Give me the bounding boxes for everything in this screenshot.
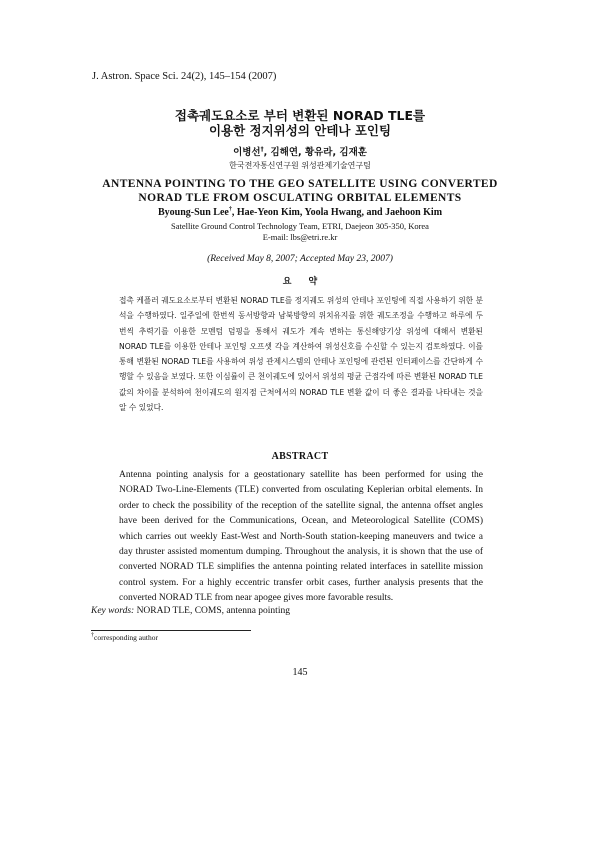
korean-abstract-text: 접촉 케플러 궤도요소로부터 변환된 NORAD TLE를 정지궤도 위성의 안테나 포인팅에 직접 사용하기 위한 분석을 수행하였다. 일주일에 한번씩 동서방향과 남북방향의 위치유지를 위한 궤도조정을 수행하고 하루에 두 번씩 추력기를 이용한 모멘텀 덤핑을 통해서 궤도가 계속 변하는 통신해양기상 위성에 대해서 변환된 NORAD TLE를 이용한 안테나 포인팅 오프셋 각을 계산하여 위성신호를 수신할 수 있는지 검토하였다. 이를 통해 변환된 NORAD TLE를 사용하여 위성 관제시스템의 안테나 포인팅에 관련된 인터페이스를 간단하게 수행할 수 있음을 보였다. 또한 이심률이 큰 천이궤도에 있어서 위성의 평균 근점각에 따른 변환된 NORAD TLE 값의 차이를 분석하여 천이궤도의 원지점 근처에서의 NORAD TLE 변환 값이 더 좋은 결과를 나타내는 것을 알 수 있었다. [119, 296, 483, 413]
korean-authors-rest: , 김해연, 황유라, 김재훈 [263, 147, 367, 158]
footnote-text: corresponding author [94, 633, 158, 642]
page-number: 145 [292, 667, 308, 678]
korean-abstract [119, 293, 483, 415]
english-abstract [119, 468, 483, 607]
english-author-first: Byoung-Sun Lee [157, 207, 229, 218]
received-dates: (Received May 8, 2007; Accepted May 23, 2007) [207, 254, 393, 264]
english-authors-rest: , Hae-Yeon Kim, Yoola Hwang, and Jaehoon Kim [231, 207, 443, 218]
korean-author-first: 이병선 [233, 147, 261, 158]
korean-title-line-2: 이용한 정지위성의 안테나 포인팅 [208, 123, 392, 138]
korean-abstract-heading: 요 약 [282, 277, 318, 287]
english-abstract-text: Antenna pointing analysis for a geostationary satellite has been performed for using the NORAD Two-Line-Elements (TLE) converted from osculating Keplerian orbital elements. In order to check the possibility of the reception of the satellite signal, the antenna offset angles have been derived for the Communications, Ocean, and Meteorological Satellite (COMS) which carries out weekly East-West and North-South station-keeping maneuvers and twice a day thruster assisted momentum dumping. Throughout the analysis, it is shown that the use of converted NORAD TLE simplifies the antenna pointing related interfaces in satellite mission control system. For a highly eccentric transfer orbit cases, further analysis presents that the converted NORAD TLE from near apogee gives more favorable results. [119, 470, 483, 604]
keywords-text: NORAD TLE, COMS, antenna pointing [134, 606, 290, 616]
dagger-mark: † [260, 145, 264, 153]
journal-reference: J. Astron. Space Sci. 24(2), 145–154 (2007) [92, 71, 277, 82]
korean-title-line-1: 접촉궤도요소로 부터 변환된 NORAD TLE를 [174, 108, 426, 123]
english-title-line-1: ANTENNA POINTING TO THE GEO SATELLITE USING CONVERTED [102, 178, 498, 190]
english-affiliation: Satellite Ground Control Technology Team, ETRI, Daejeon 305-350, Korea [171, 221, 429, 231]
english-title-line-2: NORAD TLE FROM OSCULATING ORBITAL ELEMENTS [138, 192, 462, 204]
footnote-dagger: † [91, 632, 94, 639]
dagger-mark: † [228, 206, 232, 213]
footnote-divider [91, 630, 251, 631]
korean-affiliation: 한국전자통신연구원 위성관제기술연구팀 [229, 161, 371, 170]
korean-authors [0, 144, 600, 158]
footnote [91, 633, 158, 642]
keywords-label: Key words: [91, 606, 135, 616]
author-email: E-mail: lbs@etri.re.kr [262, 232, 338, 242]
english-abstract-heading: ABSTRACT [271, 451, 329, 462]
keywords [91, 606, 290, 616]
english-authors [0, 207, 600, 218]
